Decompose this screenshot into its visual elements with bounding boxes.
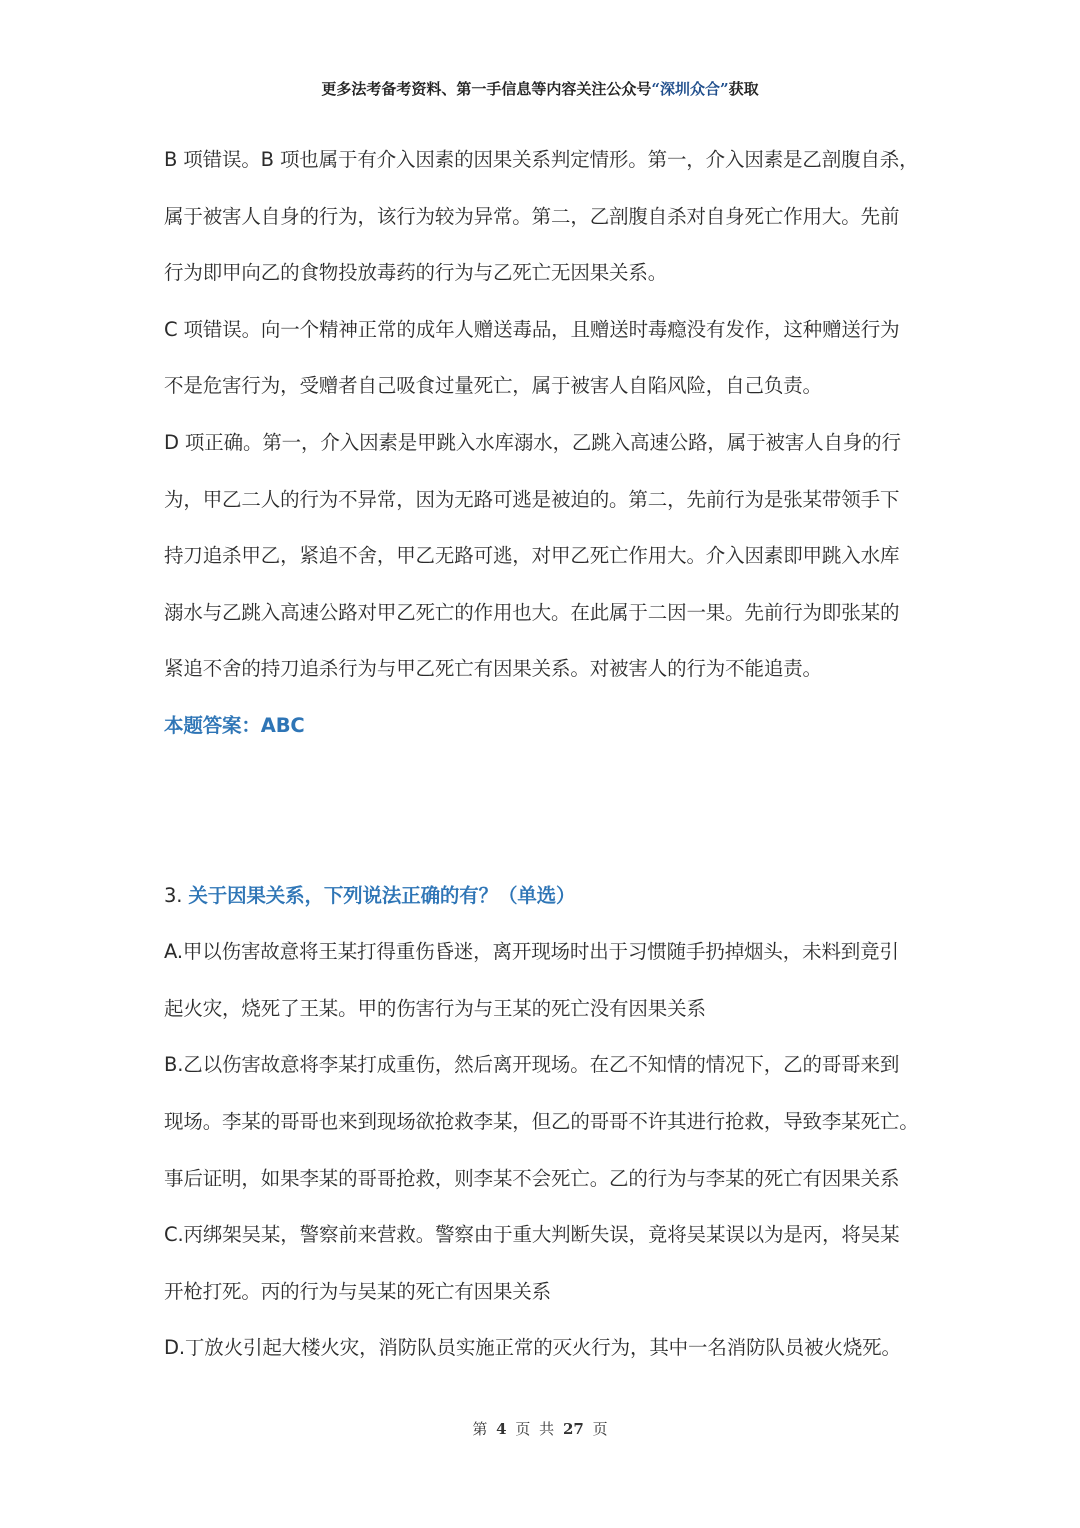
text-line: D 项正确。第一，介入因素是甲跳入水库溺水，乙跳入高速公路，属于被害人自身的行 [164, 430, 901, 454]
text-line: 现场。李某的哥哥也来到现场欲抢救李某，但乙的哥哥不许其进行抢救，导致李某死亡。 [164, 1109, 919, 1133]
page-number: 4 [496, 1420, 507, 1438]
text-line: 行为即甲向乙的食物投放毒药的行为与乙死亡无因果关系。 [164, 261, 668, 285]
text-line: C.丙绑架吴某，警察前来营救。警察由于重大判断失误，竟将吴某误以为是丙，将吴某 [164, 1223, 900, 1247]
footer-post: 页 [592, 1420, 608, 1438]
header-prefix: 更多法考备考资料、第一手信息等内容关注公众号 [321, 80, 652, 98]
question-title [164, 868, 924, 925]
header-suffix: 获取 [728, 80, 759, 98]
option-b [164, 1037, 924, 1207]
footer-mid: 页 共 [515, 1420, 555, 1438]
text-line: 溺水与乙跳入高速公路对甲乙死亡的作用也大。在此属于二因一果。先前行为即张某的 [164, 600, 900, 624]
text-line: 开枪打死。丙的行为与吴某的死亡有因果关系 [164, 1279, 552, 1303]
question-text: 关于因果关系，下列说法正确的有？（单选） [188, 883, 576, 907]
text-line: 持刀追杀甲乙，紧追不舍，甲乙无路可逃，对甲乙死亡作用大。介入因素即甲跳入水库 [164, 544, 900, 568]
section-spacer [164, 755, 924, 868]
text-line: B.乙以伤害故意将李某打成重伤，然后离开现场。在乙不知情的情况下，乙的哥哥来到 [164, 1053, 900, 1077]
text-line: 为，甲乙二人的行为不异常，因为无路可逃是被迫的。第二，先前行为是张某带领手下 [164, 487, 900, 511]
explanation-c [164, 302, 924, 415]
text-line: A.甲以伤害故意将王某打得重伤昏迷，离开现场时出于习惯随手扔掉烟头，未料到竟引 [164, 940, 899, 964]
total-pages: 27 [562, 1420, 584, 1438]
text-line: 事后证明，如果李某的哥哥抢救，则李某不会死亡。乙的行为与李某的死亡有因果关系 [164, 1166, 900, 1190]
explanation-b [164, 132, 924, 302]
footer-pre: 第 [472, 1420, 488, 1438]
page-content [164, 132, 924, 1377]
text-line: D.丁放火引起大楼火灾，消防队员实施正常的灭火行为，其中一名消防队员被火烧死。 [164, 1336, 901, 1360]
option-c [164, 1207, 924, 1320]
text-line: 属于被害人自身的行为，该行为较为异常。第二，乙剖腹自杀对自身死亡作用大。先前 [164, 204, 900, 228]
option-d [164, 1320, 924, 1377]
answer-label: 本题答案：ABC [164, 713, 305, 737]
page-footer [0, 1416, 1080, 1442]
text-line: 不是危害行为，受赠者自己吸食过量死亡，属于被害人自陷风险，自己负责。 [164, 374, 822, 398]
text-line: 紧追不舍的持刀追杀行为与甲乙死亡有因果关系。对被害人的行为不能追责。 [164, 657, 822, 681]
explanation-d [164, 415, 924, 698]
question-number: 3. [164, 883, 183, 907]
text-line: 起火灾，烧死了王某。甲的伤害行为与王某的死亡没有因果关系 [164, 996, 706, 1020]
text-line: C 项错误。向一个精神正常的成年人赠送毒品，且赠送时毒瘾没有发作，这种赠送行为 [164, 317, 900, 341]
text-line: B 项错误。B 项也属于有介入因素的因果关系判定情形。第一，介入因素是乙剖腹自杀， [164, 148, 919, 171]
header-account-name: “深圳众合” [651, 80, 729, 98]
page-header [0, 76, 1080, 102]
option-a [164, 924, 924, 1037]
